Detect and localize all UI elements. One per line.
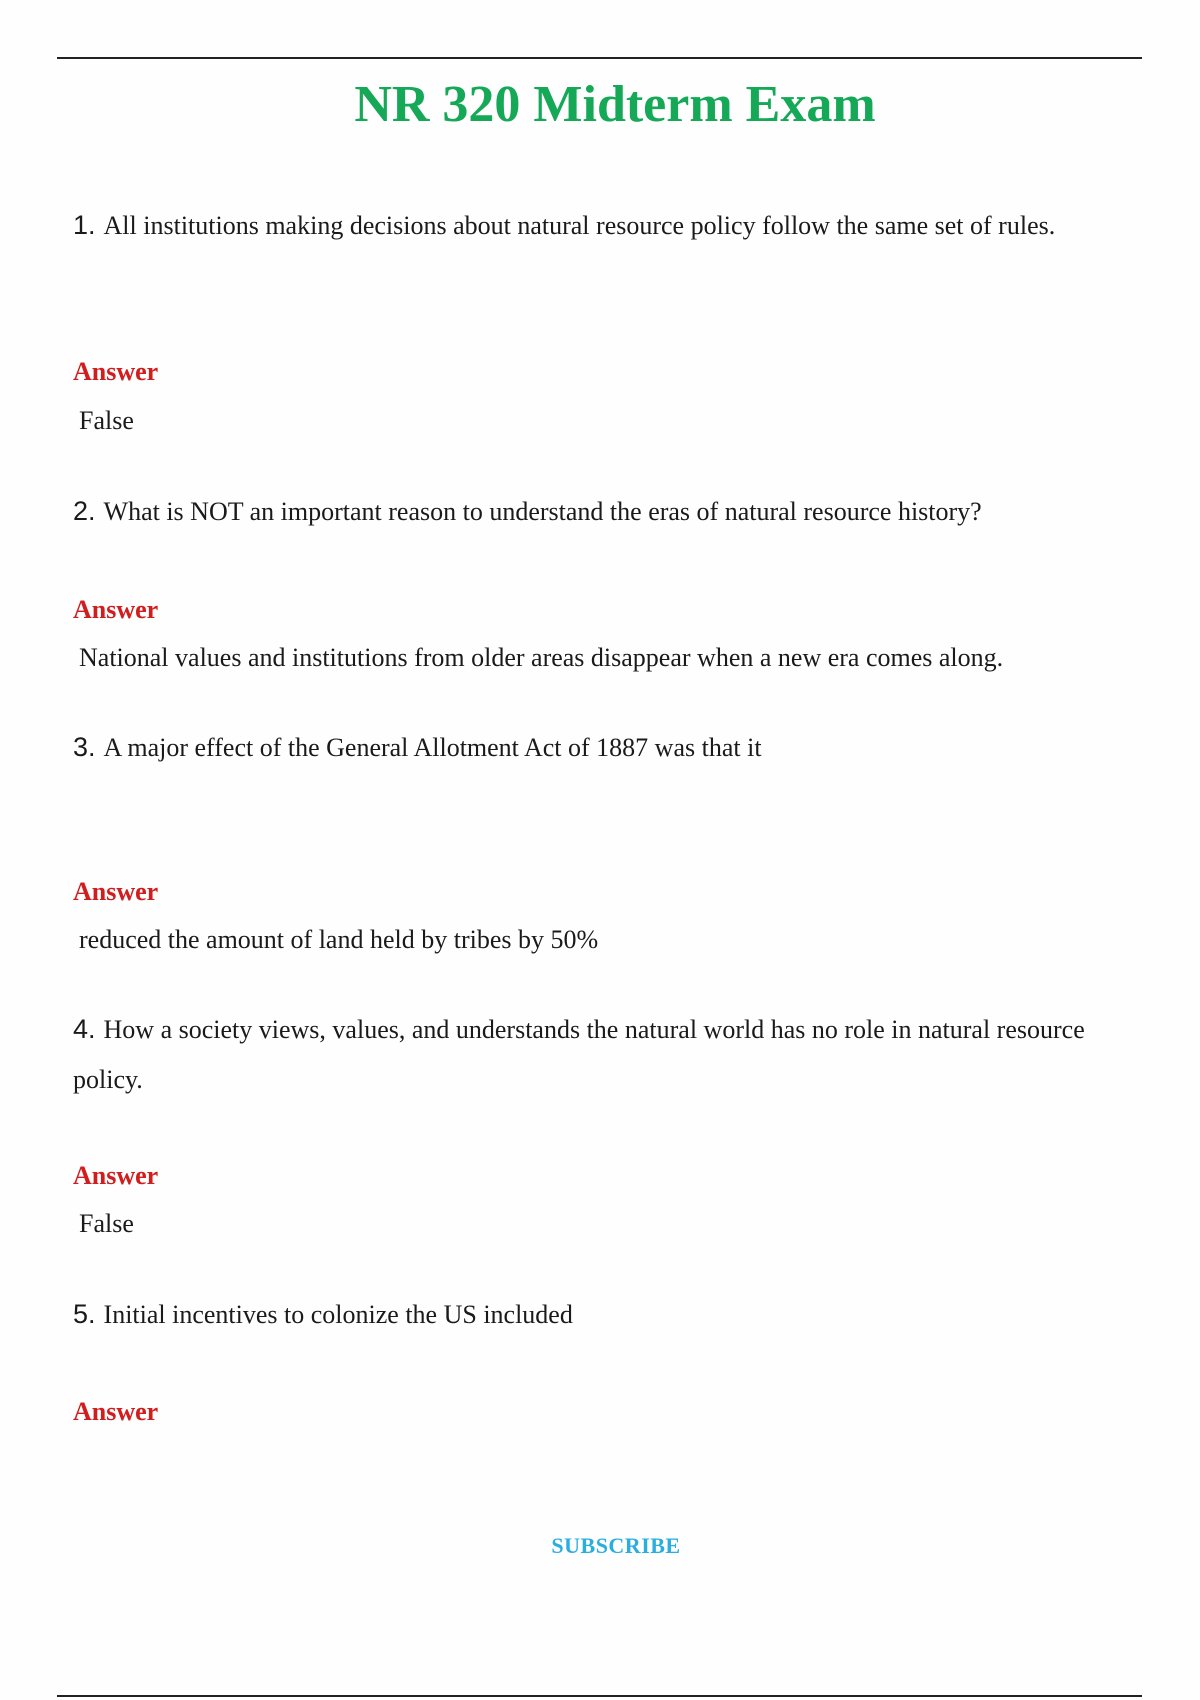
answer-text-1: False <box>79 406 134 435</box>
bottom-divider <box>57 1695 1142 1697</box>
page-title: NR 320 Midterm Exam <box>354 76 876 133</box>
question-text: What is NOT an important reason to understand the eras of natural resource history? <box>103 497 982 526</box>
question-5 <box>73 1289 1093 1340</box>
answer-text-4: False <box>79 1209 134 1238</box>
question-4 <box>73 1004 1093 1105</box>
answer-text-3: reduced the amount of land held by tribes by 50% <box>79 925 599 954</box>
answer-label-2: Answer <box>73 595 159 624</box>
answer-label-1: Answer <box>73 357 159 386</box>
question-text: Initial incentives to colonize the US included <box>103 1300 573 1329</box>
question-number: 2. <box>73 496 96 526</box>
question-2 <box>73 486 1093 537</box>
question-number: 3. <box>73 732 96 762</box>
question-number: 4. <box>73 1014 96 1044</box>
question-text: How a society views, values, and understands the natural world has no role in natural resource policy. <box>73 1015 1085 1094</box>
question-number: 1. <box>73 210 96 240</box>
answer-label-4: Answer <box>73 1161 159 1190</box>
question-number: 5. <box>73 1299 96 1329</box>
subscribe-link[interactable]: SUBSCRIBE <box>551 1533 681 1558</box>
question-1 <box>73 200 1093 251</box>
question-text: All institutions making decisions about natural resource policy follow the same set of rules. <box>103 211 1056 240</box>
answer-label-3: Answer <box>73 877 159 906</box>
top-divider <box>57 57 1142 59</box>
answer-text-2: National values and institutions from older areas disappear when a new era comes along. <box>79 643 1004 672</box>
answer-label-5: Answer <box>73 1397 159 1426</box>
question-3 <box>73 722 1093 773</box>
question-text: A major effect of the General Allotment Act of 1887 was that it <box>103 733 762 762</box>
